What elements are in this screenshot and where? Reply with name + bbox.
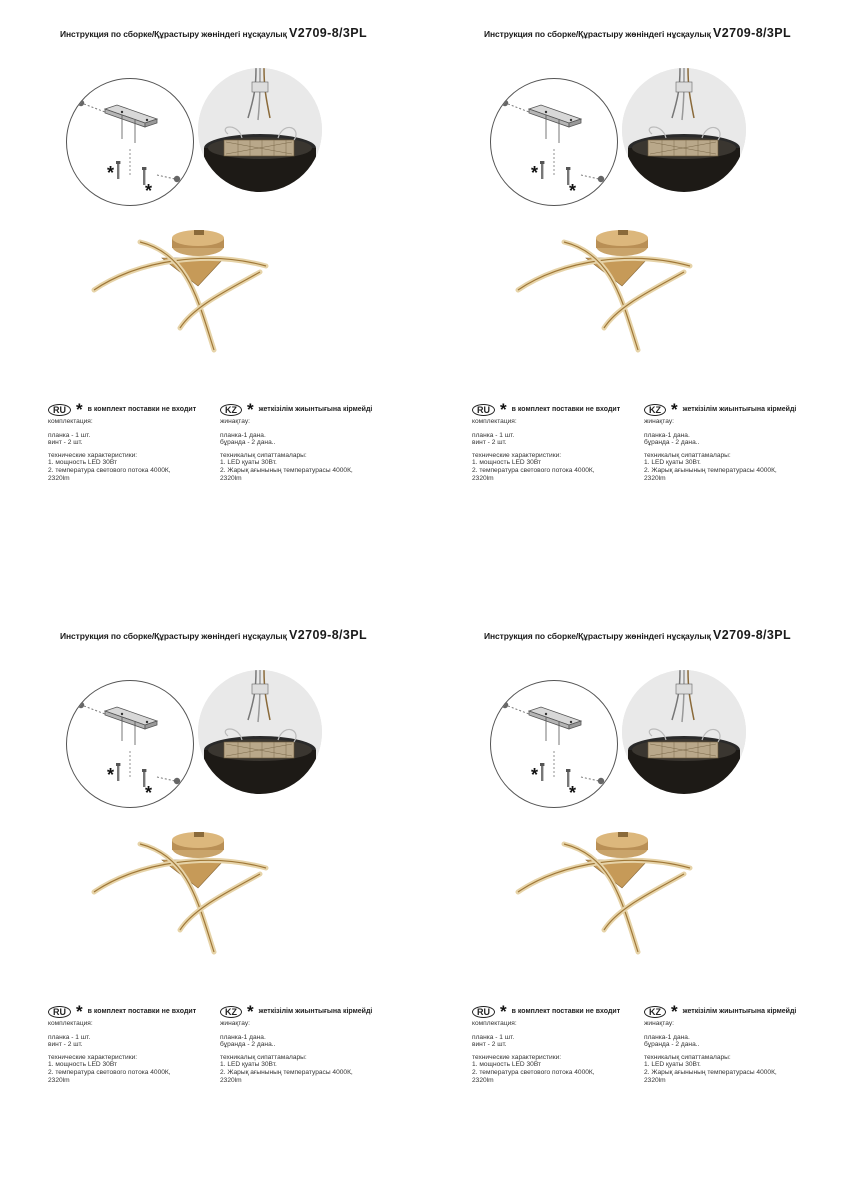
kit-heading: жинақтау: [220,418,250,425]
screw-icon [116,751,146,787]
screw-icon [502,702,529,714]
spec-item: 2. Жарық ағынының температурасы 4000К, [644,466,777,474]
spec-item: 2320lm [472,1076,494,1084]
mounting-bar-icon [105,707,157,745]
instruction-panel [48,22,448,542]
svg-text:*: * [569,181,577,201]
kit-heading: комплектация: [472,1020,517,1027]
kit-item: планка - 1 шт. [472,431,515,439]
spec-item: 2320lm [220,1076,242,1084]
title-text: Инструкция по сборке/Құрастыру жөніндегі нұсқаулық [60,631,287,641]
page-title [484,628,844,642]
kit-heading: комплектация: [48,1020,93,1027]
spec-item: 2. температура светового потока 4000К, [48,466,171,474]
kit-item: винт - 2 шт. [472,1041,507,1049]
specs-heading: техникалық сипаттамалары: [644,1053,731,1061]
asterisk-icon: * [500,1002,507,1021]
mounting-bar-icon [529,707,581,745]
mounting-bar-icon [105,105,157,143]
kit-item: планка - 1 шт. [472,1033,515,1041]
screw-icon [78,100,105,112]
kit-item: винт - 2 шт. [472,439,507,447]
svg-text:*: * [569,783,577,803]
russian-info-block [48,1002,216,1084]
svg-text:*: * [145,783,153,803]
asterisk-icon: * [76,400,83,419]
not-included-note: в комплект поставки не входит [511,406,621,414]
specs-heading: техникалық сипаттамалары: [220,451,307,459]
mounting-parts-illustration [490,680,618,808]
screw-icon [157,777,180,784]
mounting-bar-icon [529,105,581,143]
kit-item: планка-1 дана. [220,1033,266,1041]
lamp-assembled-illustration [502,822,702,962]
lamp-assembled-illustration [78,220,278,360]
page-title [60,26,420,40]
kit-item: винт - 2 шт. [48,1041,83,1049]
specs-heading: технические характеристики: [472,451,562,459]
not-included-note: жеткізілім жиынтығына кірмейді [682,406,797,414]
mounting-parts-illustration [490,78,618,206]
kit-heading: комплектация: [48,418,93,425]
kit-item: бұранда - 2 дана.. [644,1041,700,1049]
ru-badge: RU [48,404,71,416]
kazakh-info-block [644,400,834,482]
russian-info-block [472,400,640,482]
kit-item: планка-1 дана. [644,1033,690,1041]
screw-icon [540,149,570,185]
model-number: V2709-8/3PL [713,26,792,40]
spec-item: 2320lm [644,474,666,482]
spec-item: 2320lm [472,474,494,482]
kit-heading: жинақтау: [644,1020,674,1027]
specs-heading: технические характеристики: [472,1053,562,1061]
screw-icon [581,175,604,182]
not-included-note: в комплект поставки не входит [87,406,197,414]
model-number: V2709-8/3PL [289,628,368,642]
spec-item: 2. Жарық ағынының температурасы 4000К, [644,1068,777,1076]
spec-item: 2. температура светового потока 4000К, [472,466,595,474]
specs-heading: технические характеристики: [48,1053,138,1061]
spec-item: 1. LED қуаты 30Вт. [220,1061,277,1069]
ru-badge: RU [48,1006,71,1018]
kz-badge: KZ [220,1006,242,1018]
instruction-panel [48,624,448,1144]
kit-item: планка-1 дана. [644,431,690,439]
screw-icon [116,149,146,185]
mounting-parts-illustration [66,680,194,808]
kazakh-info-block [220,1002,410,1084]
russian-info-block [472,1002,640,1084]
spec-item: 2. температура светового потока 4000К, [48,1068,171,1076]
kit-heading: комплектация: [472,418,517,425]
screw-icon [157,175,180,182]
ru-badge: RU [472,404,495,416]
lamp-assembled-illustration [78,822,278,962]
spec-item: 1. LED қуаты 30Вт. [644,459,701,467]
asterisk-icon: * [247,400,254,419]
spec-item: 1. мощность LED 30Вт [472,1061,542,1069]
spec-item: 2. Жарық ағынының температурасы 4000К, [220,1068,353,1076]
asterisk-icon: * [671,400,678,419]
page-title [484,26,844,40]
specs-heading: техникалық сипаттамалары: [220,1053,307,1061]
ru-badge: RU [472,1006,495,1018]
spec-item: 2320lm [644,1076,666,1084]
kit-item: бұранда - 2 дана.. [220,439,276,447]
not-included-note: жеткізілім жиынтығына кірмейді [682,1008,797,1016]
svg-text:*: * [145,181,153,201]
page-title [60,628,420,642]
spec-item: 1. LED қуаты 30Вт. [644,1061,701,1069]
specs-heading: техникалық сипаттамалары: [644,451,731,459]
title-text: Инструкция по сборке/Құрастыру жөніндегі нұсқаулық [60,29,287,39]
kit-item: винт - 2 шт. [48,439,83,447]
spec-item: 1. мощность LED 30Вт [472,459,542,467]
asterisk-icon: * [247,1002,254,1021]
kz-badge: KZ [644,404,666,416]
model-number: V2709-8/3PL [713,628,792,642]
kz-badge: KZ [644,1006,666,1018]
kz-badge: KZ [220,404,242,416]
not-included-note: жеткізілім жиынтығына кірмейді [258,406,373,414]
kit-item: планка - 1 шт. [48,431,91,439]
svg-text:*: * [531,163,539,183]
screw-icon [502,100,529,112]
not-included-note: в комплект поставки не входит [511,1008,621,1016]
ceiling-base-photo [198,670,322,794]
mounting-parts-illustration [66,78,194,206]
spec-item: 1. мощность LED 30Вт [48,1061,118,1069]
kit-heading: жинақтау: [220,1020,250,1027]
kazakh-info-block [220,400,410,482]
spec-item: 2320lm [220,474,242,482]
kit-item: бұранда - 2 дана.. [220,1041,276,1049]
screw-icon [78,702,105,714]
svg-text:*: * [107,765,115,785]
not-included-note: жеткізілім жиынтығына кірмейді [258,1008,373,1016]
instruction-panel [472,22,848,542]
kazakh-info-block [644,1002,834,1084]
model-number: V2709-8/3PL [289,26,368,40]
ceiling-base-photo [622,68,746,192]
specs-heading: технические характеристики: [48,451,138,459]
spec-item: 1. LED қуаты 30Вт. [220,459,277,467]
russian-info-block [48,400,216,482]
title-text: Инструкция по сборке/Құрастыру жөніндегі нұсқаулық [484,631,711,641]
lamp-assembled-illustration [502,220,702,360]
svg-text:*: * [107,163,115,183]
kit-item: планка-1 дана. [220,431,266,439]
asterisk-icon: * [671,1002,678,1021]
not-included-note: в комплект поставки не входит [87,1008,197,1016]
screw-icon [581,777,604,784]
spec-item: 2. Жарық ағынының температурасы 4000К, [220,466,353,474]
spec-item: 2. температура светового потока 4000К, [472,1068,595,1076]
ceiling-base-photo [198,68,322,192]
spec-item: 2320lm [48,474,70,482]
asterisk-icon: * [76,1002,83,1021]
ceiling-base-photo [622,670,746,794]
kit-heading: жинақтау: [644,418,674,425]
spec-item: 1. мощность LED 30Вт [48,459,118,467]
screw-icon [540,751,570,787]
asterisk-icon: * [500,400,507,419]
svg-text:*: * [531,765,539,785]
title-text: Инструкция по сборке/Құрастыру жөніндегі нұсқаулық [484,29,711,39]
instruction-panel [472,624,848,1144]
kit-item: планка - 1 шт. [48,1033,91,1041]
kit-item: бұранда - 2 дана.. [644,439,700,447]
spec-item: 2320lm [48,1076,70,1084]
